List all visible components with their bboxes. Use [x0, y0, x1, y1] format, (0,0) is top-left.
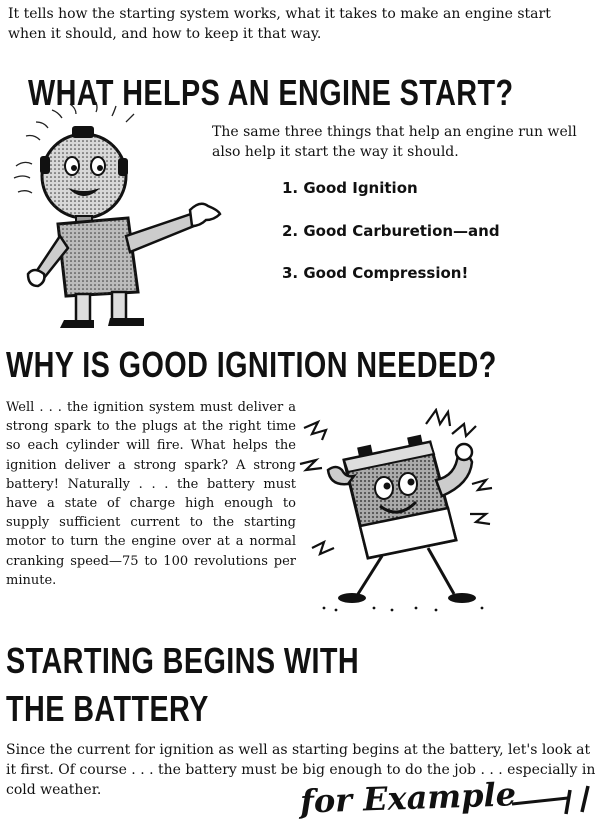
heading-the-battery: THE BATTERY	[6, 688, 209, 729]
spark-plug-mascot-illustration	[6, 96, 226, 332]
intro-paragraph: It tells how the starting system works, what it takes to make an engine start when it should, and how to keep it that way.	[8, 6, 551, 42]
section1-intro-text: The same three things that help an engine run well also help it start the way it should.	[212, 124, 577, 160]
section3-body-text: Since the current for ignition as well as starting begins at the battery, let's look at it first. Of course . . . the battery must be big enough to do the job . . . especially in cold weather.	[6, 742, 596, 798]
arrow-right-icon	[510, 784, 592, 818]
list-item-good-ignition: 1. Good Ignition	[282, 179, 418, 197]
battery-mascot-illustration	[296, 408, 506, 618]
heading-why-good-ignition-needed: WHY IS GOOD IGNITION NEEDED?	[6, 344, 497, 385]
list-item-good-carburetion: 2. Good Carburetion—and	[282, 222, 500, 240]
heading-what-helps-engine-start: WHAT HELPS AN ENGINE START?	[28, 72, 514, 113]
section2-body-text: Well . . . the ignition system must deliver a strong spark to the plugs at the right time so each cylinder will fire. What helps the ignition deliver a strong spark? A strong battery! Naturally . . . the battery must have a state of charge high enough to supply sufficient current to the starting motor to turn the engine over at a normal cranking speed—75 to 100 revolutions per minute.	[6, 400, 296, 588]
list-item-good-compression: 3. Good Compression!	[282, 264, 469, 282]
heading-starting-begins-with: STARTING BEGINS WITH	[6, 640, 360, 681]
for-example-script: for Example	[299, 775, 517, 821]
